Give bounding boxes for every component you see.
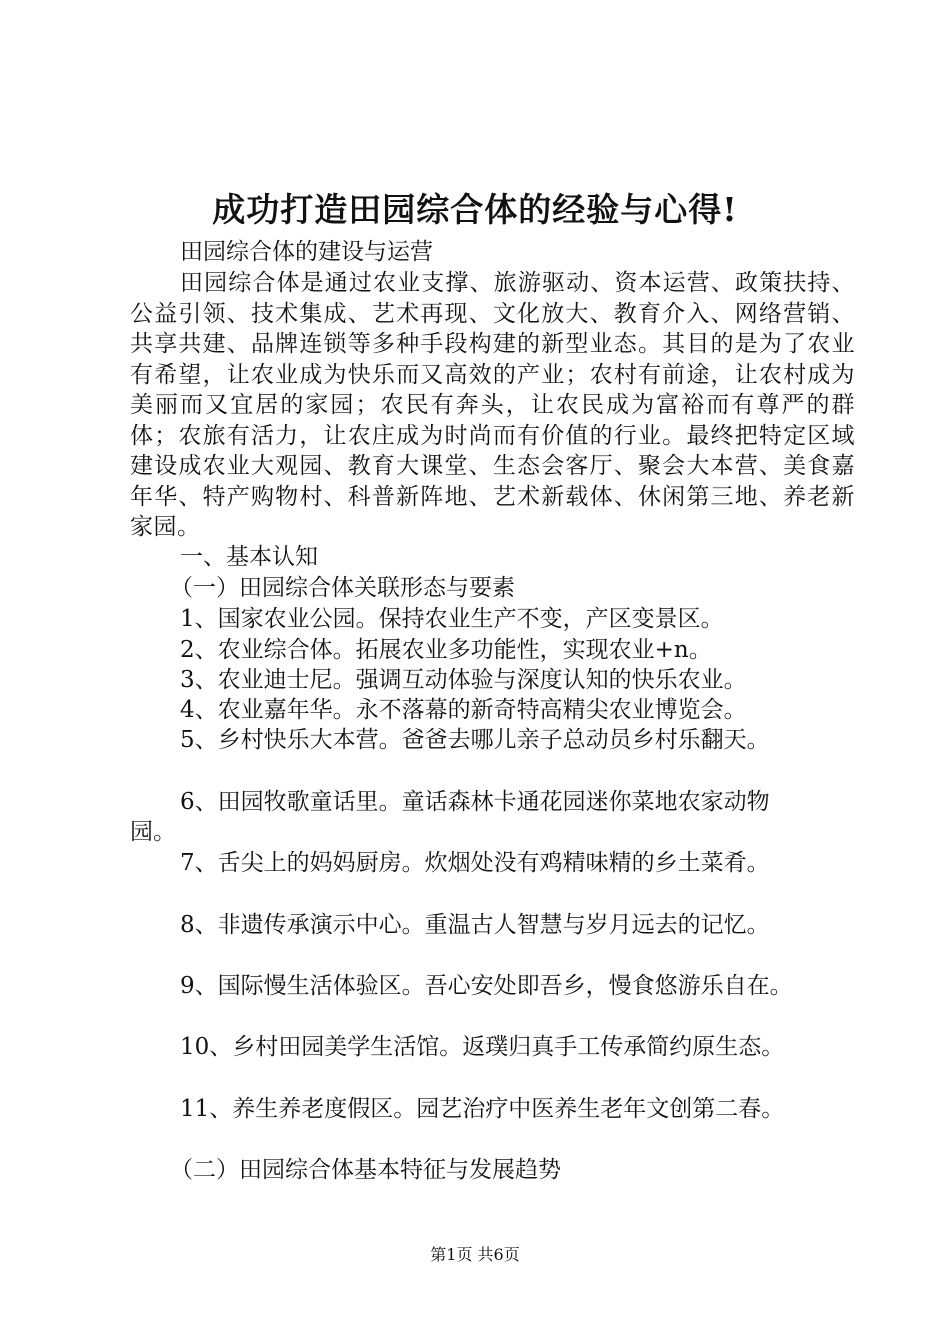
list-item: 8、非遗传承演示中心。重温古人智慧与岁月远去的记忆。 — [180, 912, 770, 938]
list-item: 3、农业迪士尼。强调互动体验与深度认知的快乐农业。 — [180, 667, 747, 693]
list-item: 5、乡村快乐大本营。爸爸去哪儿亲子总动员乡村乐翻天。 — [180, 727, 770, 753]
list-item: 11、养生养老度假区。园艺治疗中医养生老年文创第二春。 — [180, 1096, 785, 1122]
section-heading: 一、基本认知 — [180, 544, 318, 570]
subsection-heading: （一）田园综合体关联形态与要素 — [170, 575, 515, 601]
intro-paragraph: 田园综合体是通过农业支撑、旅游驱动、资本运营、政策扶持、公益引领、技术集成、艺术再现、文化放大、教育介入、网络营销、共享共建、品牌连锁等多种手段构建的新型业态。其目的是为了农业有希望，让农业成为快乐而又高效的产业；农村有前途，让农村成为美丽而又宜居的家园；农民有奔头，让农民成为富裕而有尊严的群体；农旅有活力，让农庄成为时尚而有价值的行业。最终把特定区域建设成农业大观园、教育大课堂、生态会客厅、聚会大本营、美食嘉年华、特产购物村、科普新阵地、艺术新载体、休闲第三地、养老新家园。 — [130, 270, 855, 540]
list-item: 9、国际慢生活体验区。吾心安处即吾乡，慢食悠游乐自在。 — [180, 973, 793, 999]
page-footer: 第1页 共6页 — [430, 1245, 520, 1264]
list-item: 10、乡村田园美学生活馆。返璞归真手工传承简约原生态。 — [180, 1034, 785, 1060]
list-item: 2、农业综合体。拓展农业多功能性，实现农业+n。 — [180, 637, 712, 663]
document-subtitle: 田园综合体的建设与运营 — [180, 239, 433, 265]
list-item: 7、舌尖上的妈妈厨房。炊烟处没有鸡精味精的乡土菜肴。 — [180, 850, 770, 876]
document-title: 成功打造田园综合体的经验与心得! — [212, 190, 738, 229]
list-item-continuation: 园。 — [130, 819, 176, 845]
list-item: 6、田园牧歌童话里。童话森林卡通花园迷你菜地农家动物 — [180, 789, 770, 815]
list-item: 4、农业嘉年华。永不落幕的新奇特高精尖农业博览会。 — [180, 697, 747, 723]
subsection-heading: （二）田园综合体基本特征与发展趋势 — [170, 1157, 561, 1183]
list-item: 1、国家农业公园。保持农业生产不变，产区变景区。 — [180, 606, 724, 632]
